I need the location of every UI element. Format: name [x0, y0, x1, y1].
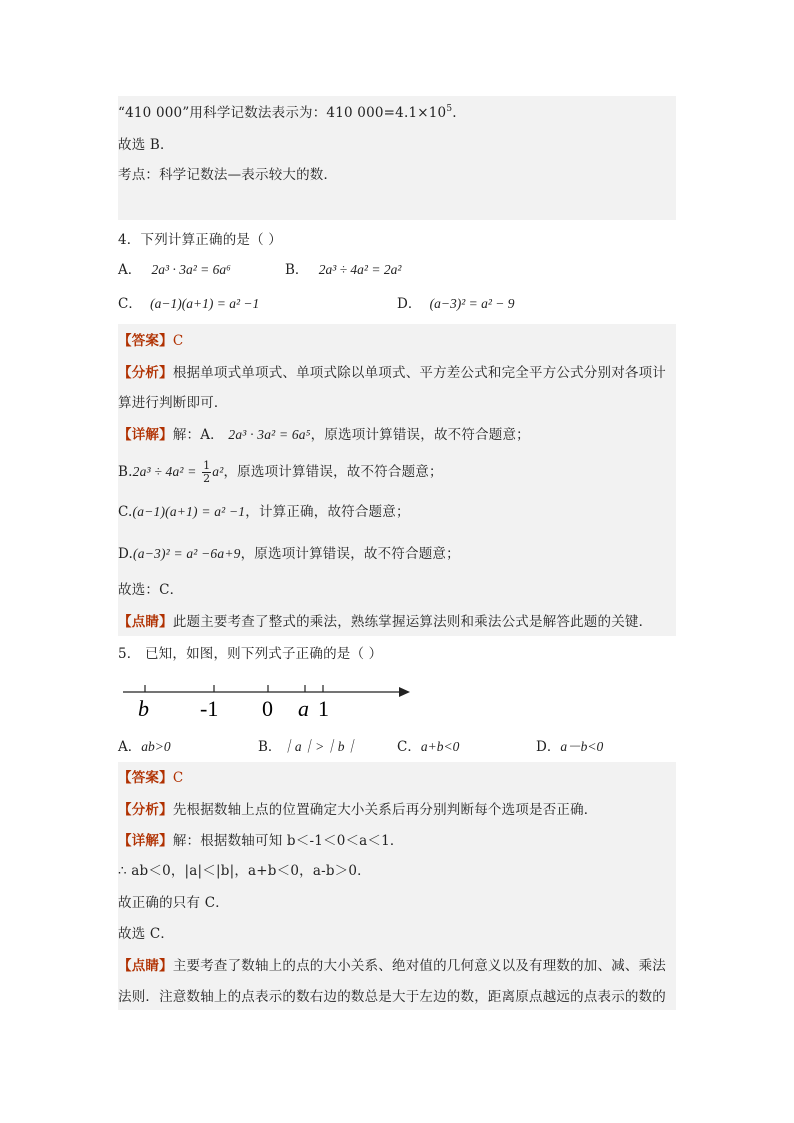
- label-neg1: -1: [200, 696, 219, 720]
- sci-notation-line: “410 000”用科学记数法表示为：410 $000=4.1\times 10^5$.: [118, 104, 457, 121]
- fraction-one-half: $\frac{1}{2}$: [203, 459, 211, 485]
- q4-option-a: A． 2a³ · 3a² = 6a⁶: [118, 262, 231, 278]
- q5-comment-2: 法则．注意数轴上的点表示的数右边的数总是大于左边的数，距离原点越远的点表示的数的: [118, 989, 666, 1005]
- q5-detail: 【详解】解：根据数轴可知 b＜-1＜0＜a＜1．: [118, 833, 404, 849]
- q5-option-c: C．a+b<0: [397, 739, 460, 755]
- q4-choose: 故选：C．: [118, 582, 184, 598]
- q4-analysis-1: 【分析】根据单项式单项式、单项式除以单项式、平方差公式和完全平方公式分别对各项计: [118, 365, 667, 381]
- label-a: a: [298, 696, 309, 720]
- q5-therefore: ∴ ab＜0，|a|＜|b|，a+b＜0，a-b＞0．: [118, 863, 371, 879]
- q5-comment-1: 【点睛】主要考查了数轴上的点的大小关系、绝对值的几何意义以及有理数的加、减、乘法: [118, 958, 667, 974]
- q4-option-d: D． (a−3)² = a² − 9: [397, 296, 515, 312]
- q4-detail-b: B.2a³ ÷ 4a² = $\frac{1}{2}$ a²，原选项计算错误，故不符合题意；: [118, 459, 443, 485]
- q5-stem: 5． 已知，如图，则下列式子正确的是（ ）: [118, 646, 383, 662]
- label-1: 1: [318, 696, 329, 720]
- q4-detail-a: 【详解】解：A． 2a³ · 3a² = 6a⁵，原选项计算错误，故不符合题意；: [118, 427, 530, 443]
- q5-option-a: A．ab>0: [118, 739, 171, 755]
- q4-analysis-2: 算进行判断即可．: [118, 395, 228, 411]
- q4-option-c: C． (a−1)(a+1) = a² −1: [118, 296, 260, 312]
- q5-choose: 故选 C．: [118, 926, 175, 942]
- choose-b-line: 故选 B．: [118, 137, 174, 153]
- q5-answer: 【答案】C: [118, 770, 184, 786]
- q5-option-b: B．｜a｜>｜b｜: [258, 739, 359, 755]
- q4-comment: 【点睛】此题主要考查了整式的乘法，熟练掌握运算法则和乘法公式是解答此题的关键．: [118, 614, 653, 630]
- label-b: b: [138, 696, 149, 720]
- q5-analysis: 【分析】先根据数轴上点的位置确定大小关系后再分别判断每个选项是否正确．: [118, 802, 598, 818]
- label-0: 0: [262, 696, 273, 720]
- q4-stem: 4．下列计算正确的是（ ）: [118, 232, 282, 248]
- arrow-head-icon: [399, 687, 410, 697]
- q4-detail-d: D.(a−3)² = a² −6a+9，原选项计算错误，故不符合题意；: [118, 546, 460, 562]
- number-line-figure: [118, 672, 418, 720]
- q4-option-b: B． 2a³ ÷ 4a² = 2a²: [285, 262, 402, 278]
- q5-only-correct: 故正确的只有 C．: [118, 895, 229, 911]
- q4-answer: 【答案】C: [118, 333, 184, 349]
- q4-detail-c: C.(a−1)(a+1) = a² −1，计算正确，故符合题意；: [118, 504, 410, 520]
- q5-option-d: D．a－b<0: [536, 739, 604, 755]
- knowledge-point-line: 考点：科学记数法—表示较大的数．: [118, 167, 338, 183]
